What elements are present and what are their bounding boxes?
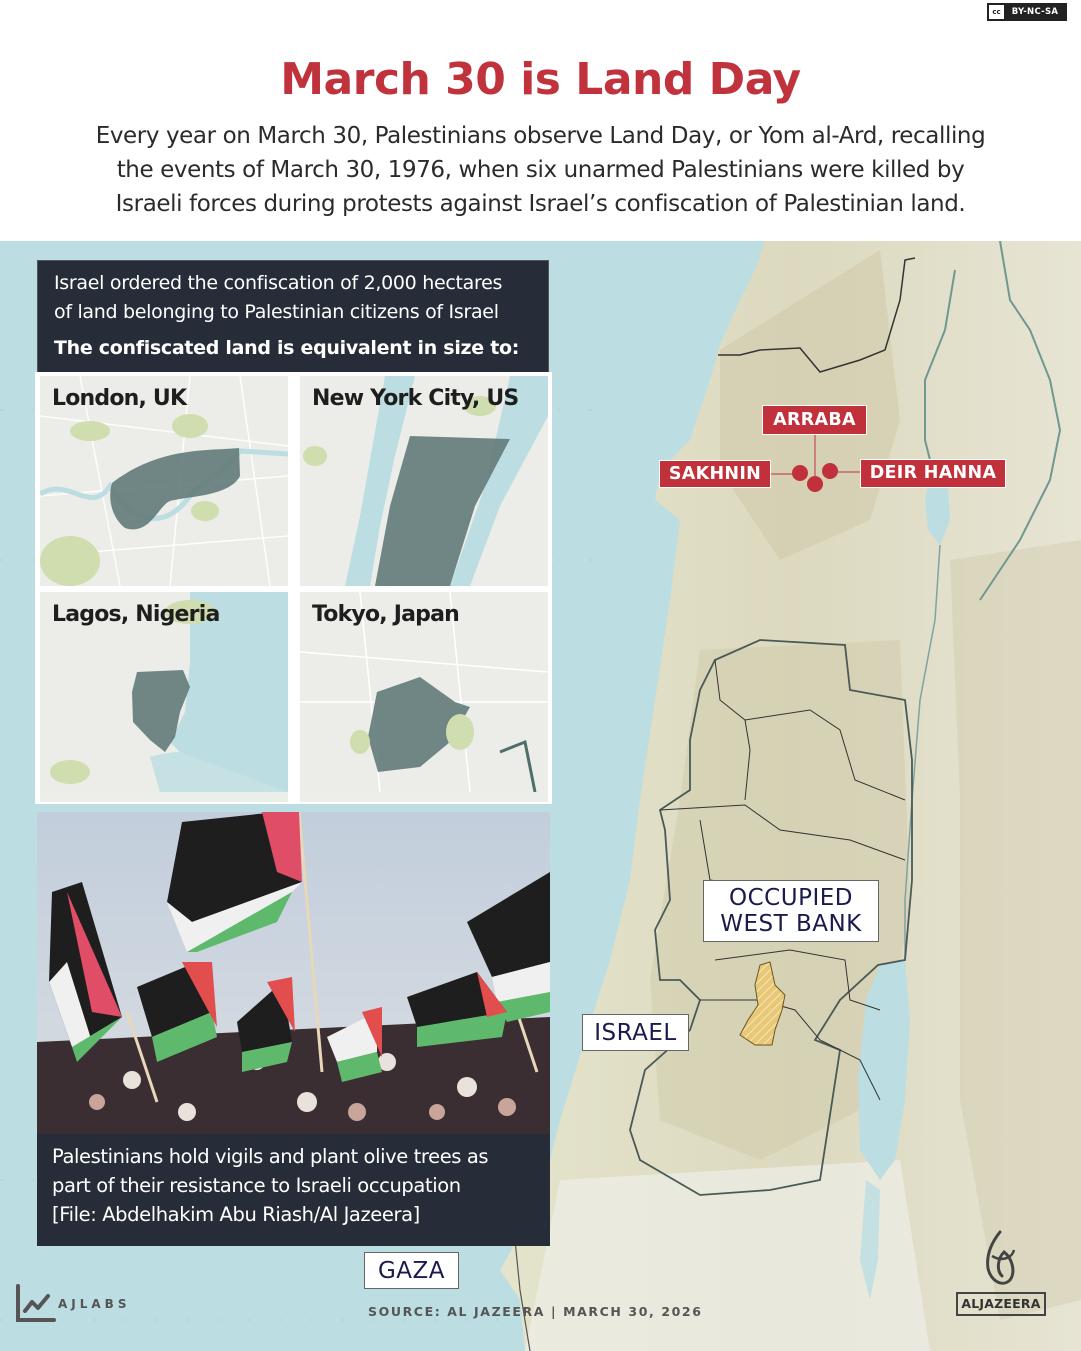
caption-line: [File: Abdelhakim Abu Riash/Al Jazeera] [52,1203,420,1226]
info-line: Israel ordered the confiscation of 2,000 hectares [54,272,503,294]
equivalent-heading: The confiscated land is equivalent in size to: [54,337,520,359]
ajlabs-logo [14,1284,144,1324]
intro-line: the events of March 30, 1976, when six unarmed Palestinians were killed by [116,157,965,183]
aljazeera-logo [952,1228,1048,1318]
intro-line: Every year on March 30, Palestinians observe Land Day, or Yom al-Ard, recalling [95,123,986,149]
comparison-label: Tokyo, Japan [312,602,459,627]
town-label-deir-hanna: DEIR HANNA [860,459,1006,488]
caption-line: Palestinians hold vigils and plant olive trees as [52,1145,489,1168]
comparison-label: New York City, US [312,386,519,411]
info-line: of land belonging to Palestinian citizens of Israel [54,301,499,323]
license-text: BY-NC-SA [1005,5,1065,19]
caption-line: part of their resistance to Israeli occupation [52,1174,461,1197]
deir-hanna-marker-icon[interactable] [822,463,838,479]
comparison-label: Lagos, Nigeria [52,602,220,627]
ajlabs-text: AJLABS [58,1297,131,1311]
comparison-label: London, UK [52,386,187,411]
page-title: March 30 is Land Day [280,54,801,105]
town-label-arraba: ARRABA [762,405,867,435]
region-label-gaza: GAZA [364,1252,459,1289]
aljazeera-wordmark: ALJAZEERA [956,1292,1046,1316]
source-line: SOURCE: AL JAZEERA | MARCH 30, 2026 [368,1304,703,1319]
aljazeera-calligraphy-icon [952,1228,1048,1292]
region-label-israel: ISRAEL [582,1014,689,1051]
region-label-west-bank [703,880,879,942]
arraba-marker-icon[interactable] [807,476,823,492]
sakhnin-marker-icon[interactable] [792,465,808,481]
cc-icon: cc [989,5,1005,19]
region-label-line: WEST BANK [720,911,862,937]
town-label-sakhnin: SAKHNIN [659,460,771,488]
region-label-line: OCCUPIED [729,885,853,911]
intro-line: Israeli forces during protests against Israel’s confiscation of Palestinian land. [115,191,966,217]
ajlabs-chart-icon [14,1284,56,1324]
